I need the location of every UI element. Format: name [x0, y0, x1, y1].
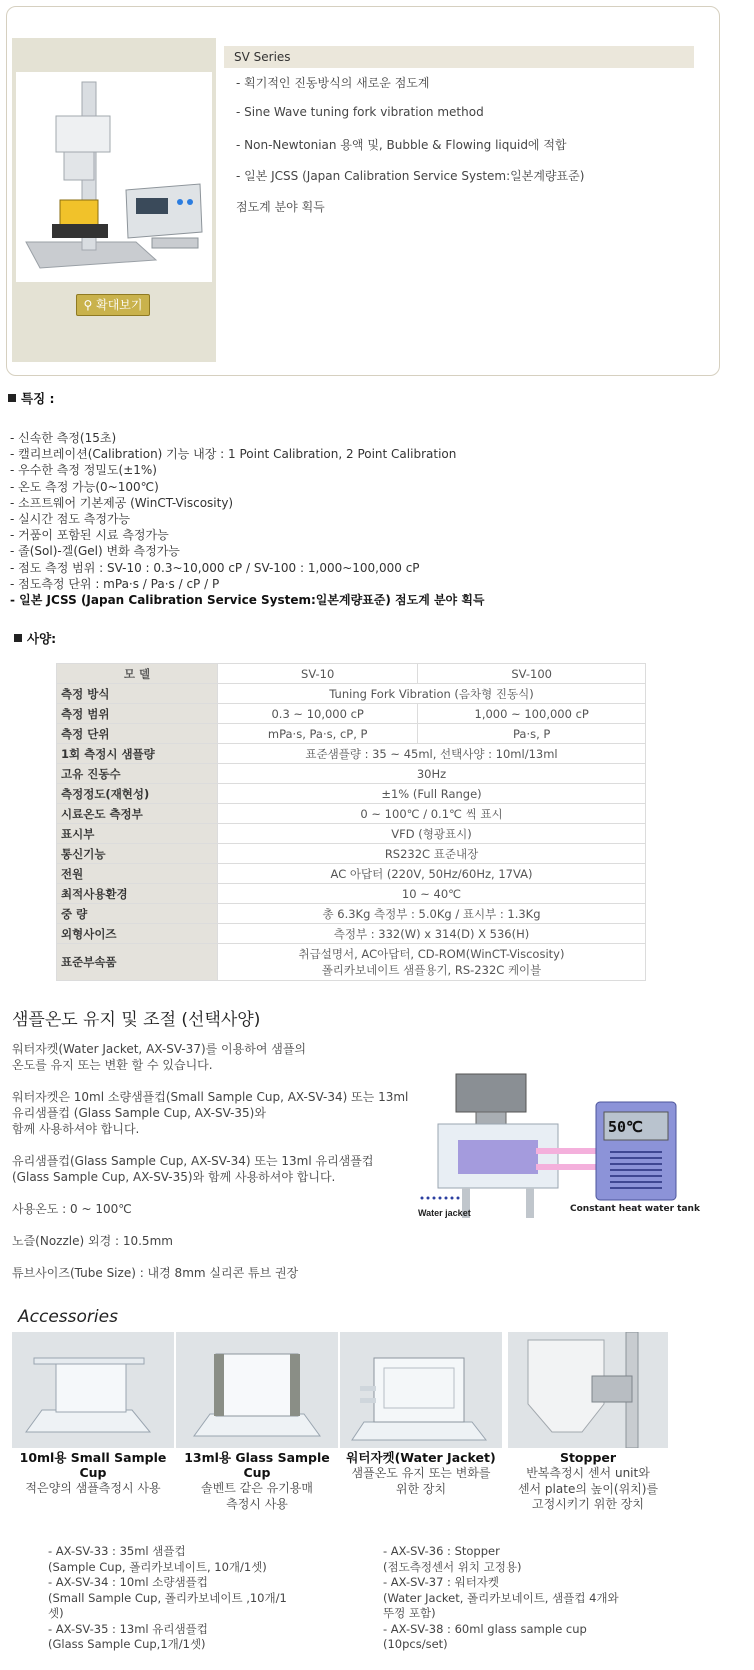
spec-value: 1,000 ~ 100,000 cP [418, 704, 646, 724]
accessory-name: 워터자켓(Water Jacket) [346, 1450, 496, 1465]
accessory-name: 13ml용 Glass Sample Cup [184, 1450, 330, 1480]
accessory-desc: 솔벤트 같은 유기용매 측정시 사용 [201, 1481, 313, 1511]
product-desc-3: - Non-Newtonian 용액 및, Bubble & Flowing liquid에 적합 [236, 138, 567, 152]
features-heading: 특징 : [8, 389, 55, 407]
spec-value: 10 ~ 40℃ [218, 884, 646, 904]
jacket-text: 온도를 유지 또는 변환 할 수 있습니다. [12, 1058, 213, 1072]
spec-value: Pa·s, P [418, 724, 646, 744]
accessory-codes-left: - AX-SV-33 : 35ml 샘플컵 (Sample Cup, 폴리카보네이트, 10개/1셋) - AX-SV-34 : 10ml 소량샘플컵 (Small Sample Cup, 폴리카보네이트 ,10개/1 셋) - AX-SV-35 : 13ml 유리샘플컵 (Glass Sample Cup,1개/1셋) [48, 1544, 287, 1651]
spec-value: 총 6.3Kg 측정부 : 5.0Kg / 표시부 : 1.3Kg [218, 904, 646, 924]
square-bullet-icon [8, 394, 16, 402]
spec-heading: 사양: [14, 629, 56, 647]
jacket-text: 워터자켓은 10ml 소량샘플컵(Small Sample Cup, AX-SV-34) 또는 13ml [12, 1090, 409, 1104]
table-row [57, 744, 646, 764]
spec-value: 30Hz [218, 764, 646, 784]
table-row [57, 904, 646, 924]
spec-label: 통신기능 [57, 844, 218, 864]
accessory-image-glass-cup [176, 1332, 338, 1448]
spec-label: 전원 [57, 864, 218, 884]
table-row [57, 684, 646, 704]
spec-label: 표시부 [57, 824, 218, 844]
spec-value: AC 아답터 (220V, 50Hz/60Hz, 17VA) [218, 864, 646, 884]
accessories-title: Accessories [18, 1307, 118, 1327]
product-photo [16, 72, 212, 282]
feature-item: - 우수한 측정 정밀도(±1%) [10, 463, 157, 478]
table-row [57, 924, 646, 944]
spec-value: ±1% (Full Range) [218, 784, 646, 804]
magnifier-icon: ⚲ [83, 298, 93, 312]
jacket-text: 유리샘플컵(Glass Sample Cup, AX-SV-34) 또는 13ml 유리샘플컵 [12, 1154, 374, 1168]
spec-label: 외형사이즈 [57, 924, 218, 944]
jacket-text: 함께 사용하셔야 합니다. [12, 1122, 140, 1136]
spec-header-sv10: SV-10 [218, 664, 418, 684]
table-row [57, 804, 646, 824]
spec-value: Tuning Fork Vibration (음차형 진동식) [218, 684, 646, 704]
table-row [57, 824, 646, 844]
feature-item: - 실시간 점도 측정가능 [10, 511, 131, 526]
product-desc-4: - 일본 JCSS (Japan Calibration Service System:일본계량표준) [236, 169, 585, 183]
feature-item: - 소프트웨어 기본제공 (WinCT-Viscosity) [10, 495, 234, 510]
table-row [57, 884, 646, 904]
tank-display-value: 50℃ [608, 1118, 643, 1136]
jacket-text: 워터자켓(Water Jacket, AX-SV-37)를 이용하여 샘플의 [12, 1042, 306, 1056]
table-row [57, 704, 646, 724]
spec-value: 표준샘플량 : 35 ~ 45ml, 선택사양 : 10ml/13ml [218, 744, 646, 764]
square-bullet-icon [14, 634, 22, 642]
spec-label: 중 량 [57, 904, 218, 924]
water-jacket-illustration [418, 1072, 698, 1220]
accessory-desc: 반복측정시 센서 unit와 센서 plate의 높이(위치)를 고정시키기 위한 장치 [517, 1466, 659, 1511]
spec-label: 측정 단위 [57, 724, 218, 744]
feature-item: - 신속한 측정(15초) [10, 431, 117, 445]
table-row [57, 764, 646, 784]
features-list [10, 430, 485, 608]
table-row [57, 784, 646, 804]
feature-item: - 캘리브레이션(Calibration) 기능 내장 : 1 Point Calibration, 2 Point Calibration [10, 447, 457, 462]
table-row [57, 724, 646, 744]
feature-item: - 거품이 포함된 시료 측정가능 [10, 528, 169, 543]
spec-label: 측정 방식 [57, 684, 218, 704]
table-row [57, 864, 646, 884]
accessory-image-small-cup [12, 1332, 174, 1448]
jacket-text: 노즐(Nozzle) 외경 : 10.5mm [12, 1234, 173, 1248]
spec-label: 측정 범위 [57, 704, 218, 724]
accessory-image-water-jacket [340, 1332, 502, 1448]
jacket-text: 유리샘플컵 (Glass Sample Cup, AX-SV-35)와 [12, 1106, 266, 1120]
spec-value: 측정부 : 332(W) x 314(D) X 536(H) [218, 924, 646, 944]
spec-label: 측정정도(재현성) [57, 784, 218, 804]
spec-label: 표준부속품 [57, 944, 218, 981]
spec-label: 시료온도 측정부 [57, 804, 218, 824]
spec-label: 고유 진동수 [57, 764, 218, 784]
feature-item: - 졸(Sol)-겔(Gel) 변화 측정가능 [10, 544, 180, 559]
jacket-text: 사용온도 : 0 ~ 100℃ [12, 1202, 132, 1216]
product-desc-2: - Sine Wave tuning fork vibration method [236, 105, 484, 119]
table-row [57, 664, 646, 684]
spec-header-sv100: SV-100 [418, 664, 646, 684]
accessory-codes-right: - AX-SV-36 : Stopper (점도측정센서 위치 고정용) - AX-SV-37 : 워터자켓 (Water Jacket, 폴리카보네이트, 샘플컵 4개와 뚜껑 포함) - AX-SV-38 : 60ml glass sample cup (10pcs/set) [383, 1544, 619, 1651]
table-row [57, 844, 646, 864]
accessory-image-stopper [508, 1332, 668, 1448]
jacket-text: 튜브사이즈(Tube Size) : 내경 8mm 실리콘 튜브 권장 [12, 1266, 299, 1280]
feature-item-bold: - 일본 JCSS (Japan Calibration Service System:일본계량표준) 점도계 분야 획득 [10, 592, 485, 607]
zoom-button-label: 확대보기 [96, 298, 143, 312]
feature-item: - 온도 측정 가능(0~100℃) [10, 479, 159, 494]
feature-item: - 점도 측정 범위 : SV-10 : 0.3~10,000 cP / SV-100 : 1,000~100,000 cP [10, 560, 420, 575]
accessory-desc: 샘플온도 유지 또는 변화를 위한 장치 [351, 1466, 491, 1496]
zoom-button[interactable] [76, 294, 150, 316]
spec-value: mPa·s, Pa·s, cP, P [218, 724, 418, 744]
product-desc-1: - 획기적인 진동방식의 새로운 점도계 [236, 76, 430, 90]
tank-label: Constant heat water tank [570, 1204, 700, 1214]
spec-value: 취급설명서, AC아답터, CD-ROM(WinCT-Viscosity) 폴리카보네이트 샘플용기, RS-232C 케이블 [218, 944, 646, 981]
accessory-desc: 적은양의 샘플측정시 사용 [25, 1481, 161, 1495]
spec-value: 0 ~ 100℃ / 0.1℃ 씩 표시 [218, 804, 646, 824]
accessory-name: 10ml용 Small Sample Cup [19, 1450, 167, 1480]
spec-header-model: 모 델 [57, 664, 218, 684]
table-row [57, 944, 646, 981]
jacket-title: 샘플온도 유지 및 조절 (선택사양) [12, 1010, 261, 1030]
jacket-text: (Glass Sample Cup, AX-SV-35)와 함께 사용하셔야 합니다. [12, 1170, 336, 1184]
spec-value: VFD (형광표시) [218, 824, 646, 844]
accessory-name: Stopper [559, 1450, 617, 1465]
series-title: SV Series [224, 46, 694, 68]
spec-value: RS232C 표준내장 [218, 844, 646, 864]
water-jacket-label: Water jacket [418, 1208, 471, 1218]
spec-label: 최적사용환경 [57, 884, 218, 904]
spec-value: 0.3 ~ 10,000 cP [218, 704, 418, 724]
product-desc-5: 점도계 분야 획득 [236, 200, 325, 214]
feature-item: - 점도측정 단위 : mPa·s / Pa·s / cP / P [10, 576, 220, 591]
spec-table [56, 663, 646, 981]
spec-label: 1회 측정시 샘플량 [57, 744, 218, 764]
